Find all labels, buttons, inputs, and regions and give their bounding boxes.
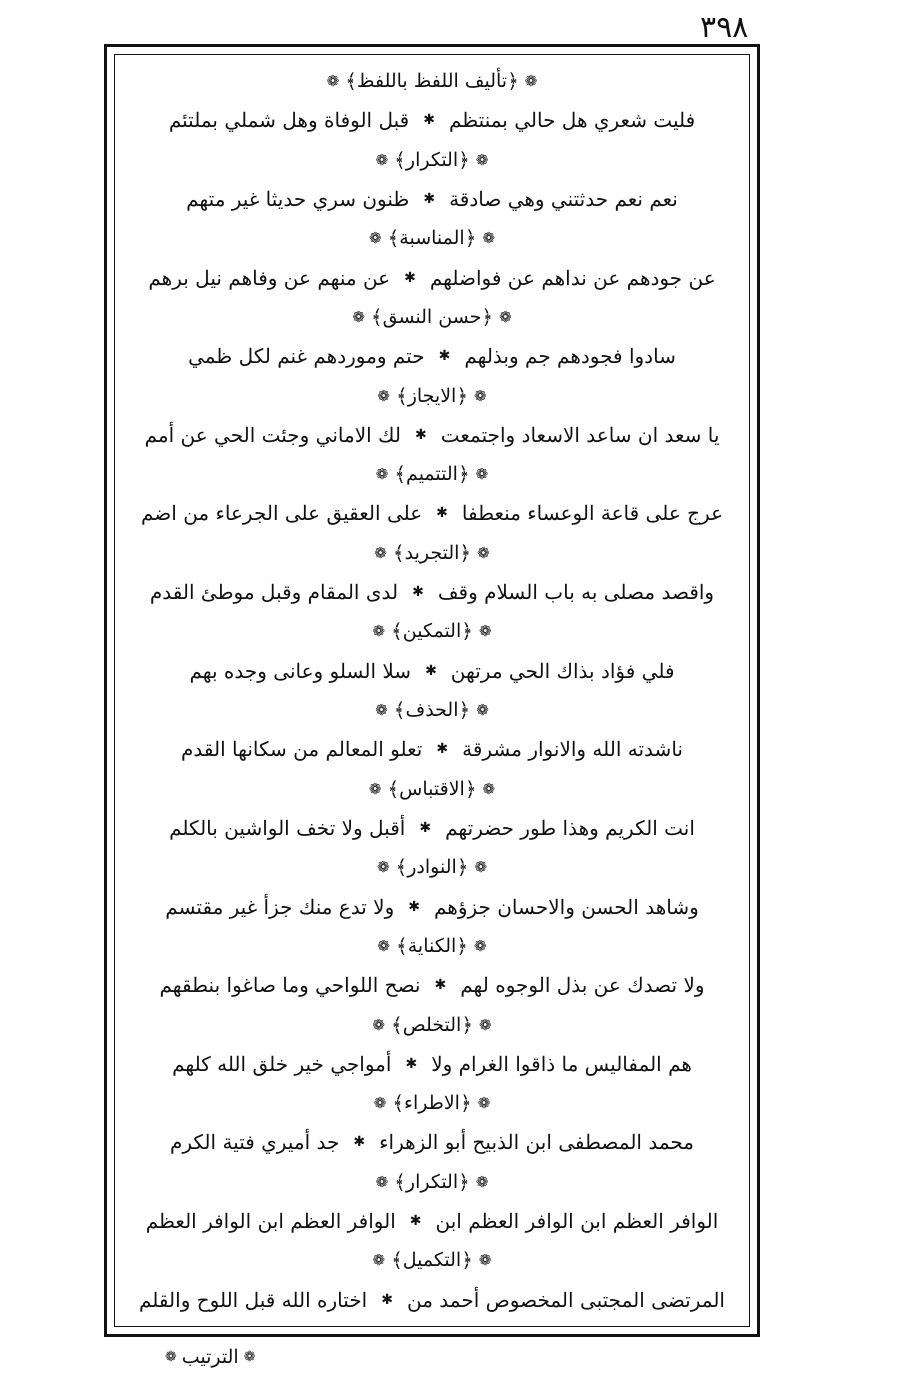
- ornament-icon: ❁: [482, 229, 496, 248]
- separator-icon: ✱: [408, 898, 420, 915]
- heading-text: التخلص: [402, 1013, 462, 1036]
- heading-bracket: ﴿: [456, 855, 469, 880]
- ornament-icon: ❁: [243, 1349, 256, 1365]
- verse-first-hemistich: عرج على قاعة الوعساء منعطفا: [461, 501, 724, 526]
- ornament-icon: ❁: [369, 229, 382, 248]
- verse-second-hemistich: نصح اللواحي وما صاغوا بنطقهم: [159, 973, 421, 998]
- page-number: ٣٩٨: [700, 10, 749, 45]
- heading-bracket: ﴾: [370, 304, 383, 329]
- separator-icon: ✱: [438, 348, 451, 365]
- verse-line: [133, 1048, 731, 1080]
- section-heading: [133, 775, 731, 803]
- section-heading: [133, 1168, 731, 1196]
- verse-first-hemistich: يا سعد ان ساعد الاسعاد واجتمعت: [440, 422, 720, 447]
- ornament-icon: ❁: [476, 701, 489, 719]
- separator-icon: ✱: [414, 426, 427, 443]
- verse-second-hemistich: جد أميري فتية الكرم: [169, 1130, 340, 1155]
- heading-text: الحذف: [405, 699, 459, 721]
- separator-icon: ✱: [405, 1055, 418, 1072]
- verse-line: [133, 262, 731, 294]
- verse-first-hemistich: ولا تصدك عن بذل الوجوه لهم: [460, 973, 705, 998]
- section-heading: [133, 67, 731, 95]
- separator-icon: ✱: [434, 977, 447, 994]
- verse-second-hemistich: تعلو المعالم من سكانها القدم: [181, 737, 423, 762]
- section-heading: [133, 460, 731, 488]
- ornament-icon: ❁: [477, 1094, 491, 1113]
- heading-text: التجريد: [404, 541, 460, 564]
- ornament-icon: ❁: [375, 465, 389, 484]
- verse-line: [133, 497, 731, 529]
- separator-icon: ✱: [381, 1291, 393, 1308]
- heading-bracket: ﴿: [457, 462, 470, 487]
- verse-second-hemistich: سلا السلو وعانى وجده بهم: [189, 658, 412, 683]
- verse-second-hemistich: لك الاماني وجئت الحي عن أمم: [144, 422, 401, 447]
- heading-text: التكرار: [405, 148, 459, 171]
- heading-bracket: ﴾: [395, 855, 408, 880]
- ornament-icon: ❁: [372, 1251, 386, 1270]
- verse-second-hemistich: قبل الوفاة وهل شملي بملتئم: [168, 108, 410, 133]
- heading-bracket: ﴿: [464, 226, 477, 251]
- separator-icon: ✱: [412, 584, 424, 601]
- section-heading: [133, 1089, 731, 1117]
- ornament-icon: ❁: [524, 72, 538, 90]
- verse-first-hemistich: عن جودهم عن نداهم عن فواضلهم: [429, 265, 716, 290]
- ornament-icon: ❁: [482, 779, 496, 798]
- verse-first-hemistich: وشاهد الحسن والاحسان جزؤهم: [433, 894, 699, 919]
- ornament-icon: ❁: [372, 1015, 385, 1034]
- ornament-icon: ❁: [165, 1349, 177, 1365]
- section-heading: [133, 932, 731, 960]
- heading-bracket: ﴾: [394, 147, 406, 172]
- heading-bracket: ﴿: [458, 698, 471, 722]
- heading-bracket: ﴾: [393, 698, 406, 722]
- verse-second-hemistich: حتم وموردهم غنم لكل ظمي: [188, 344, 425, 369]
- heading-bracket: ﴾: [394, 462, 407, 487]
- heading-bracket: ﴾: [392, 540, 405, 565]
- catchword-text: الترتيب: [181, 1346, 239, 1368]
- section-heading: [133, 853, 731, 881]
- heading-bracket: ﴾: [387, 226, 400, 251]
- heading-text: الايجاز: [407, 384, 457, 407]
- heading-text: التكميل: [402, 1249, 462, 1272]
- ornament-icon: ❁: [375, 1172, 389, 1191]
- heading-text: المناسبة: [399, 227, 465, 250]
- separator-icon: ✱: [436, 741, 449, 758]
- verse-first-hemistich: نعم نعم حدثتني وهي صادقة: [449, 186, 678, 211]
- verse-line: [133, 104, 731, 136]
- ornament-icon: ❁: [377, 936, 390, 955]
- ornament-icon: ❁: [368, 779, 382, 798]
- ornament-icon: ❁: [474, 936, 487, 955]
- verse-second-hemistich: اختاره الله قبل اللوح والقلم: [139, 1287, 368, 1312]
- verse-second-hemistich: على العقيق على الجرعاء من اضم: [140, 501, 423, 526]
- heading-bracket: ﴾: [345, 69, 357, 93]
- verse-first-hemistich: واقصد مصلى به باب السلام وقف: [437, 580, 715, 605]
- section-heading: [133, 539, 731, 567]
- inner-page-frame: [114, 54, 750, 1327]
- section-heading: [133, 1246, 731, 1274]
- heading-bracket: ﴾: [394, 1169, 406, 1194]
- separator-icon: ✱: [425, 662, 437, 679]
- ornament-icon: ❁: [373, 1094, 387, 1113]
- verse-second-hemistich: عن منهم عن وفاهم نيل برهم: [148, 265, 391, 290]
- ornament-icon: ❁: [326, 72, 340, 90]
- verse-line: [133, 891, 731, 923]
- verse-line: [133, 419, 731, 451]
- heading-bracket: ﴿: [456, 383, 469, 408]
- separator-icon: ✱: [409, 1213, 422, 1230]
- heading-text: الاطراء: [404, 1092, 460, 1115]
- verse-first-hemistich: سادوا فجودهم جم وبذلهم: [464, 344, 676, 369]
- heading-bracket: ﴾: [390, 1012, 403, 1037]
- verse-first-hemistich: انت الكريم وهذا طور حضرتهم: [445, 815, 695, 840]
- ornament-icon: ❁: [374, 543, 387, 562]
- ornament-icon: ❁: [478, 622, 492, 641]
- ornament-icon: ❁: [475, 150, 489, 169]
- section-heading: [133, 146, 731, 174]
- heading-bracket: ﴿: [464, 776, 477, 801]
- ornament-icon: ❁: [475, 465, 489, 484]
- verse-line: [133, 576, 731, 608]
- heading-bracket: ﴿: [458, 147, 470, 172]
- section-heading: [133, 696, 731, 724]
- heading-bracket: ﴾: [396, 933, 408, 958]
- verse-second-hemistich: لدى المقام وقبل موطئ القدم: [149, 580, 399, 605]
- heading-text: التتميم: [406, 463, 458, 486]
- separator-icon: ✱: [423, 190, 436, 207]
- heading-bracket: ﴿: [461, 619, 473, 644]
- separator-icon: ✱: [404, 269, 416, 286]
- heading-bracket: ﴾: [392, 1091, 405, 1116]
- heading-bracket: ﴾: [387, 776, 400, 801]
- heading-bracket: ﴾: [391, 1248, 403, 1273]
- ornament-icon: ❁: [475, 1172, 489, 1191]
- verse-first-hemistich: الوافر العظم ابن الوافر العظم ابن: [435, 1209, 719, 1234]
- verse-first-hemistich: المرتضى المجتبى المخصوص أحمد من: [406, 1287, 725, 1312]
- heading-bracket: ﴾: [395, 383, 408, 408]
- verse-first-hemistich: فلي فؤاد بذاك الحي مرتهن: [450, 658, 675, 683]
- separator-icon: ✱: [353, 1134, 366, 1151]
- verse-second-hemistich: ولا تدع منك جزأ غير مقتسم: [165, 894, 395, 919]
- ornament-icon: ❁: [375, 150, 389, 169]
- verse-second-hemistich: أقبل ولا تخف الواشين بالكلم: [169, 815, 406, 840]
- heading-text: التمكين: [402, 620, 462, 643]
- heading-bracket: ﴿: [461, 1248, 473, 1273]
- verse-second-hemistich: الوافر العظم ابن الوافر العظم: [145, 1209, 396, 1234]
- verse-line: [133, 1284, 731, 1316]
- heading-bracket: ﴿: [481, 304, 494, 329]
- ornament-icon: ❁: [376, 858, 390, 877]
- verse-line: [133, 1126, 731, 1158]
- separator-icon: ✱: [423, 112, 435, 129]
- heading-bracket: ﴿: [507, 69, 519, 93]
- ornament-icon: ❁: [478, 1251, 492, 1270]
- separator-icon: ✱: [419, 819, 432, 836]
- ornament-icon: ❁: [474, 858, 488, 877]
- ornament-icon: ❁: [474, 386, 487, 405]
- verse-line: [133, 183, 731, 215]
- ornament-icon: ❁: [499, 307, 512, 326]
- section-heading: [133, 1011, 731, 1039]
- verse-line: [133, 340, 731, 372]
- ornament-icon: ❁: [352, 307, 365, 326]
- verse-first-hemistich: هم المفاليس ما ذاقوا الغرام ولا: [431, 1051, 692, 1076]
- verse-line: [133, 733, 731, 765]
- verse-line: [133, 969, 731, 1001]
- verse-line: [133, 812, 731, 844]
- section-heading: [133, 224, 731, 252]
- ornament-icon: ❁: [372, 622, 386, 641]
- heading-bracket: ﴿: [458, 1169, 470, 1194]
- heading-bracket: ﴿: [461, 1012, 474, 1037]
- heading-bracket: ﴿: [459, 1091, 472, 1116]
- ornament-icon: ❁: [477, 543, 490, 562]
- verse-first-hemistich: فليت شعري هل حالي بمنتظم: [448, 108, 696, 133]
- ornament-icon: ❁: [479, 1015, 492, 1034]
- heading-text: تأليف اللفظ باللفظ: [356, 70, 508, 92]
- heading-bracket: ﴿: [459, 540, 472, 565]
- heading-text: الكناية: [407, 934, 457, 957]
- verse-line: [133, 1205, 731, 1237]
- section-heading: [133, 382, 731, 410]
- verse-first-hemistich: محمد المصطفى ابن الذبيح أبو الزهراء: [379, 1130, 695, 1155]
- separator-icon: ✱: [436, 505, 448, 522]
- heading-text: النوادر: [407, 856, 457, 879]
- heading-text: الاقتباس: [399, 777, 465, 800]
- heading-bracket: ﴿: [456, 933, 468, 958]
- ornament-icon: ❁: [377, 386, 390, 405]
- section-heading: [133, 617, 731, 645]
- heading-text: حسن النسق: [382, 305, 482, 328]
- ornament-icon: ❁: [375, 701, 388, 719]
- verse-second-hemistich: ظنون سري حديثا غير متهم: [186, 186, 410, 211]
- heading-text: التكرار: [405, 1170, 459, 1193]
- verse-line: [133, 655, 731, 687]
- verse-second-hemistich: أمواجي خير خلق الله كلهم: [172, 1051, 392, 1076]
- heading-bracket: ﴾: [391, 619, 403, 644]
- verse-first-hemistich: ناشدته الله والانوار مشرقة: [462, 737, 683, 762]
- catchword: [160, 1346, 260, 1368]
- section-heading: [133, 303, 731, 331]
